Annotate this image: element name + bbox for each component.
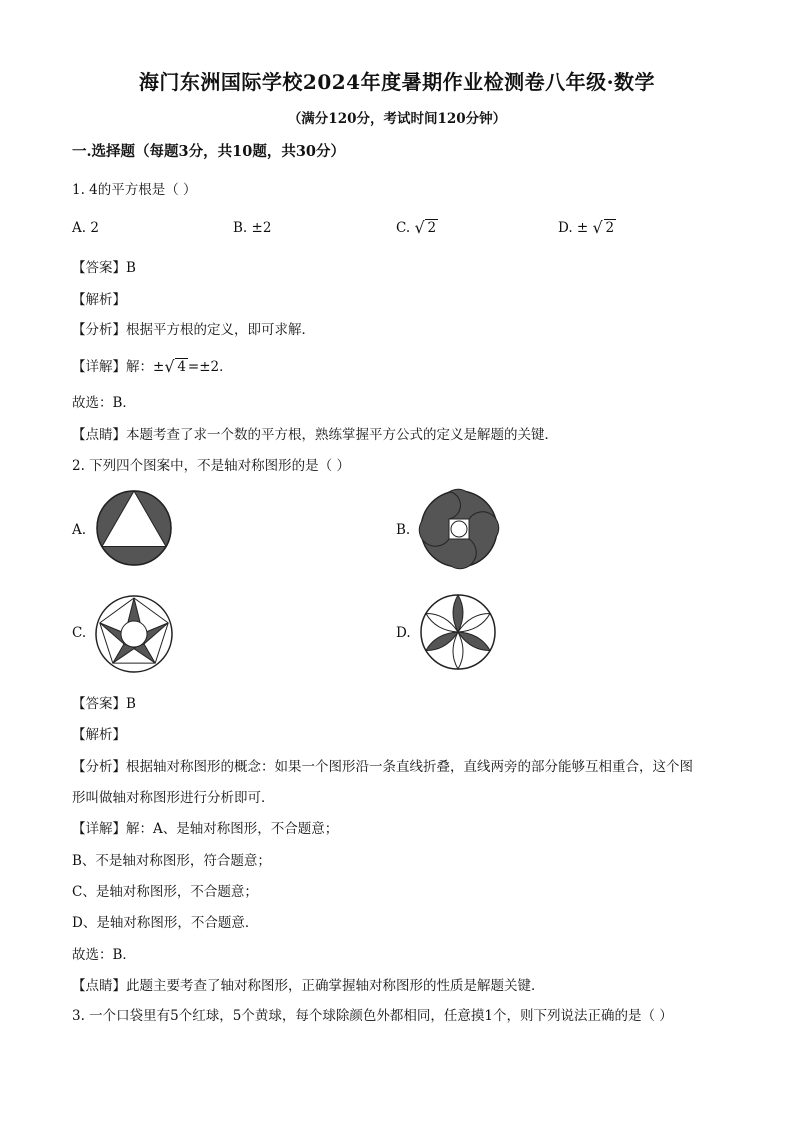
figure-a-triangle-arcs — [94, 488, 174, 568]
q1-stem: 1. 4的平方根是（ ） — [72, 182, 197, 198]
q2-fenxi-line2: 形叫做轴对称图形进行分析即可． — [72, 790, 275, 806]
q1-option-d-label: D. ± — [558, 220, 589, 236]
figure-b-swirl — [418, 488, 500, 570]
q1-answer: 【答案】B — [72, 260, 136, 276]
q2-label-a: A. — [72, 522, 87, 538]
q2-dianjing: 【点睛】此题主要考查了轴对称图形，正确掌握轴对称图形的性质是解题关键． — [72, 978, 545, 994]
q1-option-a: A. 2 — [72, 220, 99, 236]
q1-detail-pm: ± — [153, 359, 165, 375]
exam-info: （满分120分，考试时间120分钟） — [287, 111, 507, 127]
q1-dianjing: 【点睛】本题考查了求一个数的平方根，熟练掌握平方公式的定义是解题的关键． — [72, 427, 558, 443]
q1-option-b: B. ±2 — [233, 220, 272, 236]
q2-detail-c: C、是轴对称图形，不合题意； — [72, 884, 258, 900]
q1-option-c-label: C. — [396, 220, 411, 236]
page-title: 海门东洲国际学校2024年度暑期作业检测卷八年级·数学 — [138, 70, 656, 94]
q1-option-c — [396, 220, 438, 236]
q1-detail-prefix: 【详解】解： — [72, 359, 153, 375]
q2-analysis-heading: 【解析】 — [72, 727, 126, 743]
sqrt-symbol — [595, 220, 617, 236]
q2-fenxi-line1: 【分析】根据轴对称图形的概念：如果一个图形沿一条直线折叠，直线两旁的部分能够互相重合，这个图 — [72, 759, 693, 775]
q2-label-d: D. — [396, 625, 411, 641]
q1-option-c-radicand: 2 — [427, 220, 437, 236]
q2-label-b: B. — [396, 522, 411, 538]
q1-analysis-heading: 【解析】 — [72, 292, 126, 308]
figure-d-flower — [418, 592, 498, 672]
q3-stem: 3. 一个口袋里有5个红球，5个黄球，每个球除颜色外都相同，任意摸1个，则下列说法正确的是（ ） — [72, 1008, 673, 1024]
q1-fenxi: 【分析】根据平方根的定义，即可求解． — [72, 322, 315, 338]
q2-choose: 故选：B． — [72, 947, 136, 963]
q2-stem: 2. 下列四个图案中，不是轴对称图形的是（ ） — [72, 458, 350, 474]
q1-choose: 故选：B． — [72, 395, 136, 411]
q2-answer: 【答案】B — [72, 696, 136, 712]
q2-detail-b: B、不是轴对称图形，符合题意； — [72, 853, 271, 869]
q1-detail-radicand: 4 — [177, 359, 186, 375]
q2-label-c: C. — [72, 625, 87, 641]
section-heading: 一.选择题（每题3分，共10题，共30分） — [72, 143, 345, 160]
q1-option-d-radicand: 2 — [605, 220, 615, 236]
q1-detail — [72, 355, 233, 375]
q1-detail-result: =±2． — [187, 359, 233, 375]
q1-option-d — [558, 220, 616, 236]
sqrt-symbol — [416, 220, 438, 236]
sqrt-symbol — [166, 359, 188, 375]
q2-detail-d: D、是轴对称图形，不合题意． — [72, 915, 259, 931]
figure-c-pentagon-star — [94, 594, 174, 674]
q2-detail-a: 【详解】解：A、是轴对称图形，不合题意； — [72, 821, 339, 837]
